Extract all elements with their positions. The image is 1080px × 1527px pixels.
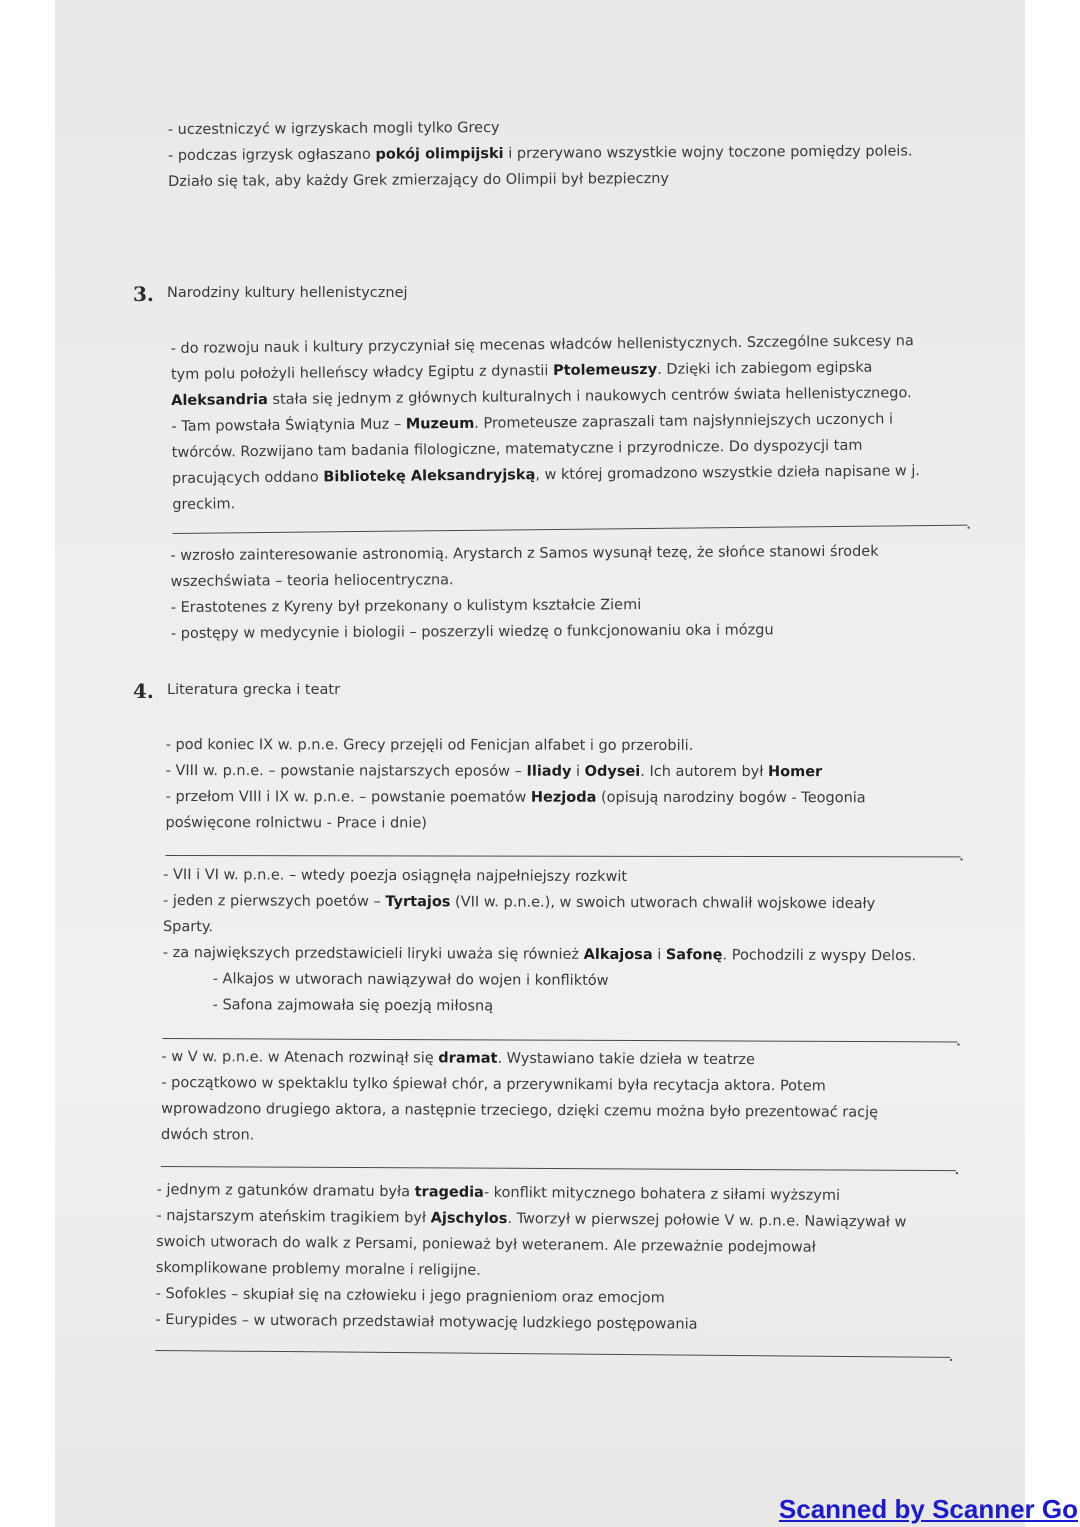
section-number: 4. bbox=[133, 679, 154, 703]
section-title: Literatura grecka i teatr bbox=[167, 682, 341, 698]
text-line: - jeden z pierwszych poetów – Tyrtajos (VII w. p.n.e.), w swoich utworach chwalił wojskowe ideały bbox=[163, 892, 876, 913]
section-number: 3. bbox=[133, 282, 154, 306]
text-line: - VIII w. p.n.e. – powstanie najstarszych eposów – Iliady i Odysei. Ich autorem był Homer bbox=[165, 762, 823, 781]
text-line: Sparty. bbox=[162, 918, 214, 936]
text-line: twórców. Rozwijano tam badania filologiczne, matematyczne i przyrodnicze. Do dyspozycji tam bbox=[171, 437, 863, 461]
text-line: wszechświata – teoria heliocentryczna. bbox=[170, 572, 454, 590]
text-line: - podczas igrzysk ogłaszano pokój olimpijski i przerywano wszystkie wojny toczone pomiędzy poleis. bbox=[167, 143, 913, 164]
text-line: Działo się tak, aby każdy Grek zmierzający do Olimpii był bezpieczny bbox=[168, 170, 669, 190]
text-line: - za największych przedstawicieli liryki uważa się również Alkajosa i Safonę. Pochodzili z wyspy Delos. bbox=[162, 944, 917, 965]
text-line: pracujących oddano Bibliotekę Aleksandryjską, w której gromadzono wszystkie dzieła napisane w j. bbox=[171, 463, 921, 487]
text-line: swoich utworach do walk z Persami, ponieważ był weteranem. Ale przeważnie podejmował bbox=[156, 1233, 816, 1256]
text-line: - pod koniec IX w. p.n.e. Grecy przejęli od Fenicjan alfabet i go przerobili. bbox=[165, 736, 694, 754]
text-line: dwóch stron. bbox=[161, 1126, 255, 1144]
text-line: - VII i VI w. p.n.e. – wtedy poezja osiągnęła najpełniejszy rozkwit bbox=[163, 866, 628, 886]
text-line: - Safona zajmowała się poezją miłosną bbox=[212, 997, 494, 1015]
text-line: - przełom VIII i IX w. p.n.e. – powstanie poematów Hezjoda (opisują narodziny bogów - Teogonia bbox=[165, 788, 866, 807]
text-line: - Tam powstała Świątynia Muz – Muzeum. Prometeusze zapraszali tam najsłynniejszych uczonych i bbox=[171, 411, 894, 435]
scanner-watermark: Scanned by Scanner Go bbox=[778, 1494, 1078, 1524]
text-line: - postępy w medycynie i biologii – poszerzyli wiedzę o funkcjonowaniu oka i mózgu bbox=[170, 622, 774, 642]
text-line: wprowadzono drugiego aktora, a następnie trzeciego, dzięki czemu można było prezentować rację bbox=[161, 1100, 879, 1121]
text-line: - Erastotenes z Kyreny był przekonany o kulistym kształcie Ziemi bbox=[170, 597, 642, 616]
text-line: Aleksandria stała się jednym z głównych kulturalnych i naukowych centrów świata hellenistycznego. bbox=[171, 385, 912, 409]
text-line: greckim. bbox=[172, 496, 236, 513]
text-line: - początkowo w spektaklu tylko śpiewał chór, a przerywnikami była recytacja aktora. Potem bbox=[161, 1074, 826, 1095]
text-line: skomplikowane problemy moralne i religijne. bbox=[155, 1259, 481, 1279]
text-line: - wzrosło zainteresowanie astronomią. Arystarch z Samos wysunął tezę, że słońce stanowi środek bbox=[170, 543, 879, 564]
section-title: Narodziny kultury hellenistycznej bbox=[167, 285, 408, 301]
text-line: - najstarszym ateńskim tragikiem był Ajschylos. Tworzył w pierwszej połowie V w. p.n.e. Nawiązywał w bbox=[156, 1207, 907, 1231]
text-line: - w V w. p.n.e. w Atenach rozwinął się dramat. Wystawiano takie dzieła w teatrze bbox=[161, 1048, 755, 1069]
text-line: tym polu położyli helleńscy władcy Egiptu z dynastii Ptolemeuszy. Dzięki ich zabiegom egipska bbox=[170, 359, 873, 383]
text-line: - Sofokles – skupiał się na człowieku i jego pragnieniom oraz emocjom bbox=[155, 1285, 665, 1307]
text-line: - uczestniczyć w igrzyskach mogli tylko Grecy bbox=[167, 119, 500, 138]
text-line: poświęcone rolnictwu - Prace i dnie) bbox=[165, 814, 427, 832]
text-line: - do rozwoju nauk i kultury przyczyniał się mecenas władców hellenistycznych. Szczególne sukcesy na bbox=[170, 333, 914, 357]
text-line: - jednym z gatunków dramatu była tragedia- konflikt mitycznego bohatera z siłami wyższymi bbox=[156, 1181, 841, 1204]
text-line: - Eurypides – w utworach przedstawiał motywację ludzkiego postępowania bbox=[155, 1311, 698, 1333]
text-line: - Alkajos w utworach nawiązywał do wojen i konfliktów bbox=[212, 971, 609, 989]
